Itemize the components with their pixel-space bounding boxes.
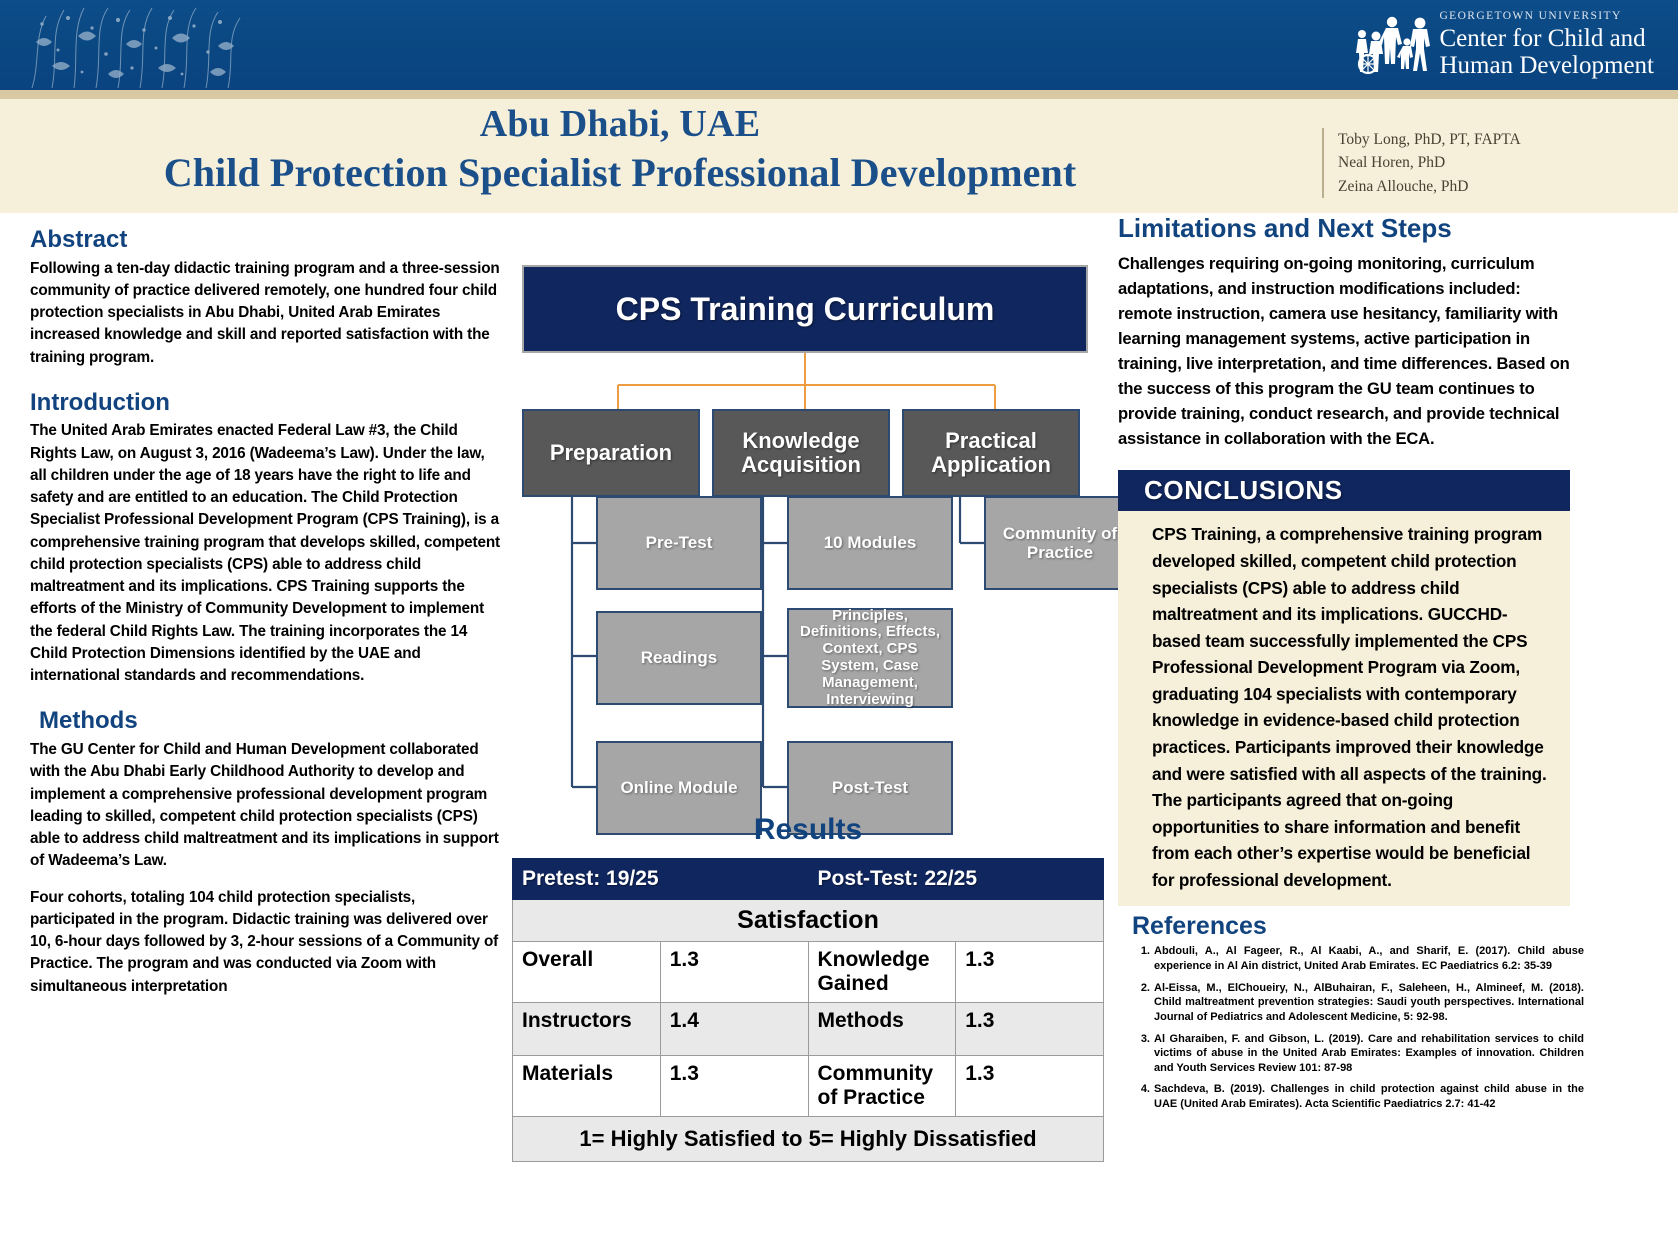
flow-node-pre-test: Pre-Test [596, 496, 762, 590]
row-2-value-left: 1.3 [660, 1056, 808, 1117]
row-1-label-right: Methods [808, 1003, 956, 1056]
methods-text-1: The GU Center for Child and Human Development collaborated with the Abu Dhabi Early Childhood Authority to develop and implement a comprehensive professional development program leading to skilled, competent child protection specialists (CPS) able to address child maltreatment and its implications in support of Wadeema’s Law. [30, 741, 499, 870]
reference-text: Al-Eissa, M., ElChoueiry, N., AlBuhairan, F., Saleheen, H., Almineef, M. (2018). Child maltreatment prevention strategies: Saudi youth perspectives. International Journal of Pediatrics and Adolescent Medicine, 5: 92-98. [1154, 981, 1584, 1023]
author-1: Toby Long, PhD, PT, FAPTA [1338, 131, 1521, 148]
flow-node-community-of-practice: Community of Practice [984, 496, 1136, 590]
satisfaction-subheader-row [513, 900, 1104, 942]
row-2-label-right: Community of Practice [808, 1056, 956, 1117]
pretest-score-cell: Pretest: 19/25 [513, 859, 809, 900]
title-line-1: Abu Dhabi, UAE [479, 103, 761, 145]
header-band [0, 0, 1678, 90]
reference-text: Sachdeva, B. (2019). Challenges in child protection against child abuse in the UAE (United Arab Emirates). Acta Scientific Paediatrics 2.7: 41-42 [1154, 1083, 1584, 1111]
header-divider-rule [0, 90, 1678, 99]
poster-body [0, 213, 1678, 1260]
gucchd-logo [1350, 8, 1654, 82]
posttest-score-cell: Post-Test: 22/25 [808, 859, 1104, 900]
row-2-value-right: 1.3 [956, 1056, 1104, 1117]
column-right [1118, 213, 1658, 1119]
row-0-label-left: Overall [513, 942, 661, 1003]
reference-text: Abdouli, A., Al Fageer, R., Al Kaabi, A., and Sharif, E. (2017). Child abuse experience in Al Ain district, United Arab Emirates. EC Paediatrics 6.2: 35-39 [1154, 945, 1584, 973]
flow-node-principles-topics: Principles, Definitions, Effects, Context, CPS System, Case Management, Interviewing [787, 608, 953, 708]
author-3: Zeina Allouche, PhD [1338, 177, 1469, 195]
introduction-text: The United Arab Emirates enacted Federal Law #3, the Child Rights Law, on August 3, 2016 (Wadeema’s Law). Under the law, all children under the age of 18 years have the right to life and safety and are entitled to an education. The Child Protection Specialist Professional Development Program (CPS Training), is a comprehensive training program that develops skilled, competent child protection specialists (CPS) able to address child maltreatment and its implications. CPS Training supports the efforts of the Ministry of Community Development to implement the federal Child Rights Law. The training incorporates the 14 Child Protection Dimensions identified by the UAE and international standards and recommendations. [30, 422, 500, 685]
conclusions-heading: CONCLUSIONS [1118, 470, 1570, 511]
flow-node-root: CPS Training Curriculum [522, 265, 1088, 353]
logo-university-label: GEORGETOWN UNIVERSITY [1439, 9, 1622, 22]
table-row [513, 1003, 1104, 1056]
title-band [0, 99, 1678, 213]
row-1-label-left: Instructors [513, 1003, 661, 1056]
curriculum-flowchart [508, 251, 1118, 821]
flow-node-online-module: Online Module [596, 741, 762, 835]
limitations-heading: Limitations and Next Steps [1118, 213, 1452, 243]
flow-node-knowledge-acquisition: Knowledge Acquisition [712, 409, 890, 497]
logo-line-1: Center for Child and [1439, 25, 1646, 53]
table-row [513, 942, 1104, 1003]
references-list [1132, 944, 1584, 1111]
satisfaction-label-cell: Satisfaction [513, 900, 1104, 942]
column-left [30, 226, 500, 998]
table-row [513, 1056, 1104, 1117]
reference-text: Al Gharaiben, F. and Gibson, L. (2019). Care and rehabilitation services to child victims of abuse in the United Arab Emirates: Examples of innovation. Children and Youth Services Review 101: 87-98 [1154, 1032, 1584, 1074]
title-line-2: Child Protection Specialist Professional Development [163, 149, 1077, 195]
abstract-heading: Abstract [30, 226, 128, 253]
row-1-value-right: 1.3 [956, 1003, 1104, 1056]
reference-number: 3. [1140, 1032, 1150, 1045]
flow-node-readings: Readings [596, 611, 762, 705]
flow-node-post-test: Post-Test [787, 741, 953, 835]
row-0-value-right: 1.3 [956, 942, 1104, 1003]
reference-number: 4. [1140, 1083, 1150, 1096]
results-table-footer-row [513, 1117, 1104, 1162]
flow-node-preparation: Preparation [522, 409, 700, 497]
logo-line-2: Human Development [1439, 52, 1654, 80]
author-2: Neal Horen, PhD [1338, 154, 1446, 172]
poster-title [0, 103, 1240, 197]
satisfaction-scale-note: 1= Highly Satisfied to 5= Highly Dissatisfied [513, 1117, 1104, 1162]
reference-number: 1. [1140, 945, 1150, 958]
methods-heading: Methods [39, 707, 138, 735]
list-item [1132, 944, 1584, 973]
list-item [1132, 981, 1584, 1025]
references-heading: References [1132, 912, 1267, 941]
list-item [1132, 1082, 1584, 1111]
author-list [1322, 128, 1652, 198]
flow-node-practical-application: Practical Application [902, 409, 1080, 497]
row-2-label-left: Materials [513, 1056, 661, 1117]
list-item [1132, 1032, 1584, 1076]
row-0-value-left: 1.3 [660, 942, 808, 1003]
results-table-header-row [513, 859, 1104, 900]
methods-text-2: Four cohorts, totaling 104 child protection specialists, participated in the program. Didactic training was delivered over 10, 6-hour days followed by 3, 2-hour sessions of a Community of Practice. The program and was conducted via Zoom with simultaneous interpretation [30, 888, 499, 995]
limitations-text: Challenges requiring on-going monitoring, curriculum adaptations, and instruction modifications included: remote instruction, camera use hesitancy, familiarity with learning management systems, active participation in training, live interpretation, and time differences. Based on the success of this program the GU team continues to provide training, conduct research, and provide technical assistance in collaboration with the ECA. [1118, 254, 1570, 449]
results-heading: Results [753, 813, 863, 846]
row-1-value-left: 1.4 [660, 1003, 808, 1056]
results-table [512, 858, 1104, 1162]
row-0-label-right: Knowledge Gained [808, 942, 956, 1003]
ornamental-border-icon [22, 2, 257, 88]
reference-number: 2. [1140, 981, 1150, 994]
introduction-heading: Introduction [30, 388, 170, 416]
family-figures-logo-icon [1350, 12, 1430, 78]
abstract-text: Following a ten-day didactic training program and a three-session community of practice delivered remotely, one hundred four child protection specialists in Abu Dhabi, United Arab Emirates increased knowledge and skill and reported satisfaction with the training program. [30, 259, 500, 366]
flow-node-10-modules: 10 Modules [787, 496, 953, 590]
column-center [508, 213, 1118, 1253]
conclusions-text: CPS Training, a comprehensive training program developed skilled, competent child protection specialists (CPS) able to address child maltreatment and its implications. GUCCHD-based team successfully implemented the CPS Professional Development Program via Zoom, graduating 104 specialists with contemporary knowledge in evidence-based child protection practices. Participants improved their knowledge and were satisfied with all aspects of the training. The participants agreed that on-going opportunities to share information and benefit from each other’s expertise would be beneficial for professional development. [1118, 511, 1570, 906]
